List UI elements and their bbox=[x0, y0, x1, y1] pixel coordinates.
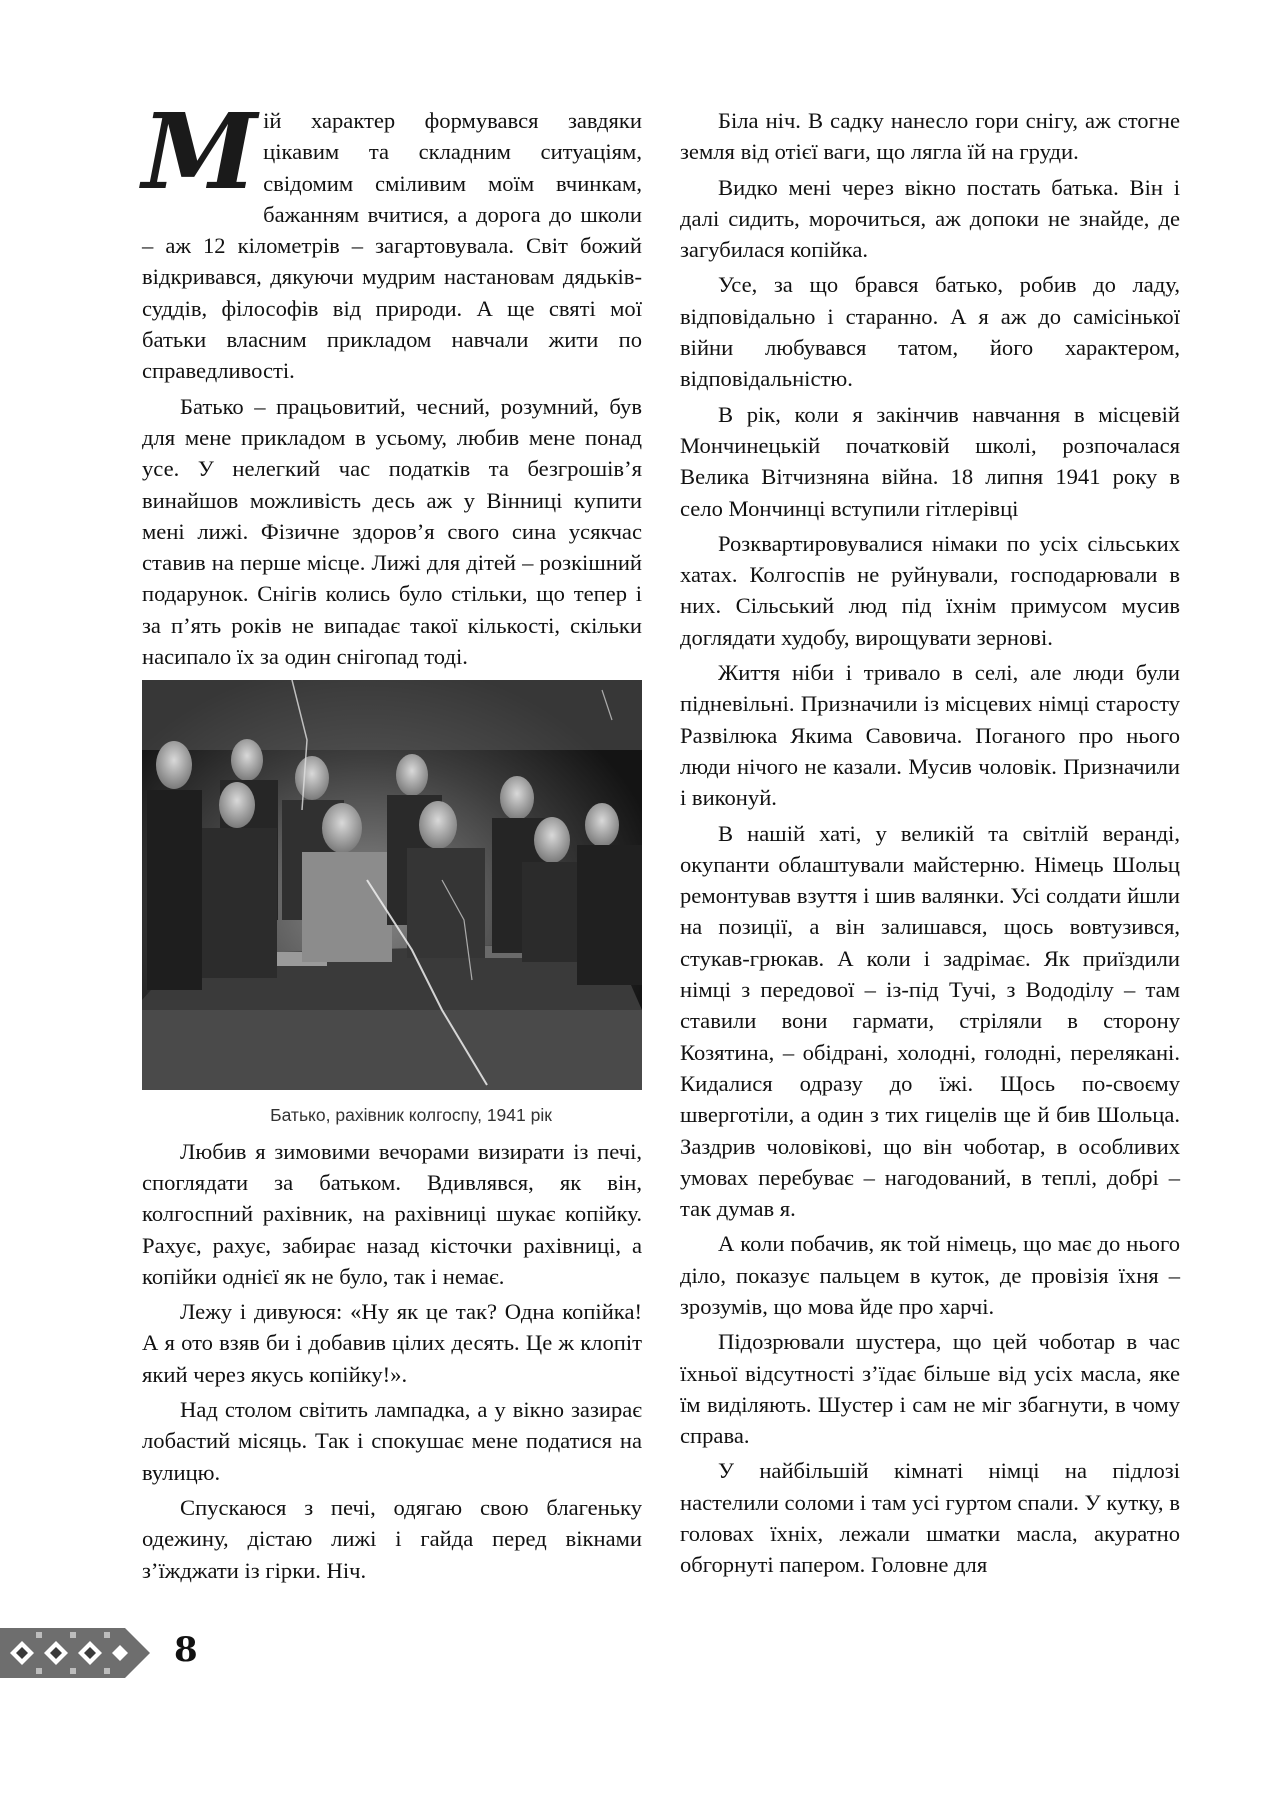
intro-paragraph bbox=[142, 90, 642, 387]
photo-caption: Батько, рахівник колгоспу, 1941 рік bbox=[270, 1105, 552, 1126]
historical-photo bbox=[142, 680, 642, 1090]
paragraph-diligence: Усе, за що брався батько, робив до ладу, відповідально і старанно. А я аж до самісінької війни любувався татом, його характером, відповідальністю. bbox=[680, 272, 1180, 392]
embroidery-ornament-icon bbox=[0, 1628, 150, 1678]
intro-text: ій характер формувався завдяки цікавим та складним ситуаціям, свідомим сміливим моїм вчинкам, бажанням вчитися, а дорога до школи – аж 12 кілометрів – загартовувала. Світ божий відкривався, дякуючи мудрим настановам дядьків- суддів, філософів від природи. А ще святі мої батьки власним прикладом навчали жити по справедливості. bbox=[142, 108, 642, 384]
paragraph-white-night: Біла ніч. В садку нанесло гори снігу, аж стогне земля від отієї ваги, що лягла їй на груди. bbox=[680, 108, 1180, 165]
paragraph-skis: Спускаюся з печі, одягаю свою благеньку одежину, дістаю лижі і гайда перед вікнами з’їжджати із гірки. Ніч. bbox=[142, 1494, 642, 1583]
paragraph-evenings: Любив я зимовими вечорами визирати із печі, споглядати за батьком. Вдивлявся, як він, колгоспний рахівник, на рахівниці шукає копійку. Рахує, рахує, забирає назад кісточки рахівниці, а копійки однієї як не було, так і немає. bbox=[142, 1138, 642, 1289]
paragraph-butter: У найбільшій кімнаті німці на підлозі настелили соломи і там усі гуртом спали. У кутку, в головах їхніх, лежали шматки масла, акуратно обгорнуті папером. Головне для bbox=[680, 1458, 1180, 1578]
page-number: 8 bbox=[174, 1630, 198, 1670]
paragraph-elder: Життя ніби і тривало в селі, але люди були підневільні. Призначили із місцевих німці старосту Развілюка Якима Савовича. Поганого про нього люди нічого не казали. Мусив чоловік. Призначили і виконуй. bbox=[680, 660, 1180, 811]
paragraph-workshop: В нашій хаті, у великій та світлій веранді, окупанти облаштували майстерню. Німець Шольц ремонтував взуття і шив валянки. Усі солдати йшли на позиції, а він залишався, щось вовтузився, стукав-грюкав. А коли і задрімає. Як приїздили німці з передової – із-під Тучі, з Вододілу – там ставили вони гармати, стріляли в сторону Козятина, – обідрані, холодні, голодні, перелякані. Кидалися одразу до їжі. Щось по-своєму шверготіли, а один з тих гицелів ще й бив Шольца. Заздрив чоловікові, що він чоботар, в особливих умовах перебуває – нагодований, в теплі, добрі – так думав я. bbox=[680, 820, 1180, 1222]
paragraph-occupation: Розквартировувалися німаки по усіх сільських хатах. Колгоспів не руйнували, господарювали в них. Сільський люд під їхнім примусом мусив доглядати худобу, вирощувати зернові. bbox=[680, 530, 1180, 650]
paragraph-window: Видко мені через вікно постать батька. Він і далі сидить, морочиться, аж допоки не знайде, де загубилася копійка. bbox=[680, 174, 1180, 263]
paragraph-war-begins: В рік, коли я закінчив навчання в місцевій Мончинецькій початковій школі, розпочалася Велика Вітчизняна війна. 18 липня 1941 року в село Мончинці вступили гітлерівці bbox=[680, 401, 1180, 521]
paragraph-suspicion: Підозрювали шустера, що цей чоботар в час їхньої відсутності з’їдає більше від усіх масла, яке їм виділяють. Шустер і сам не міг збагнути, в чому справа. bbox=[680, 1329, 1180, 1449]
paragraph-father: Батько – працьовитий, чесний, розумний, був для мене прикладом в усьому, любив мене понад усе. У нелегкий час податків та безгрошів’я винайшов можливість десь аж у Вінниці купити мені лижі. Фізичне здоров’я свого сина усякчас ставив на перше місце. Лижі для дітей – розкішний подарунок. Снігів колись було стільки, що тепер і за п’ять років не випадає такої кількості, скільки насипало їх за один снігопад тоді. bbox=[142, 393, 642, 670]
drop-cap-letter: М bbox=[142, 90, 254, 213]
paragraph-food: А коли побачив, як той німець, що має до нього діло, показує пальцем в куток, де провізія їхня – зрозумів, що мова йде про харчі. bbox=[680, 1231, 1180, 1319]
left-column bbox=[142, 90, 642, 1590]
paragraph-lamp: Над столом світить лампадка, а у вікно зазирає лобастий місяць. Так і спокушає мене податися на вулицю. bbox=[142, 1397, 642, 1485]
right-column bbox=[680, 105, 1180, 1585]
paragraph-kopeck: Лежу і дивуюся: «Ну як це так? Одна копійка! А я ото взяв би і добавив цілих десять. Це ж клопіт який через якусь копійку!». bbox=[142, 1299, 642, 1387]
